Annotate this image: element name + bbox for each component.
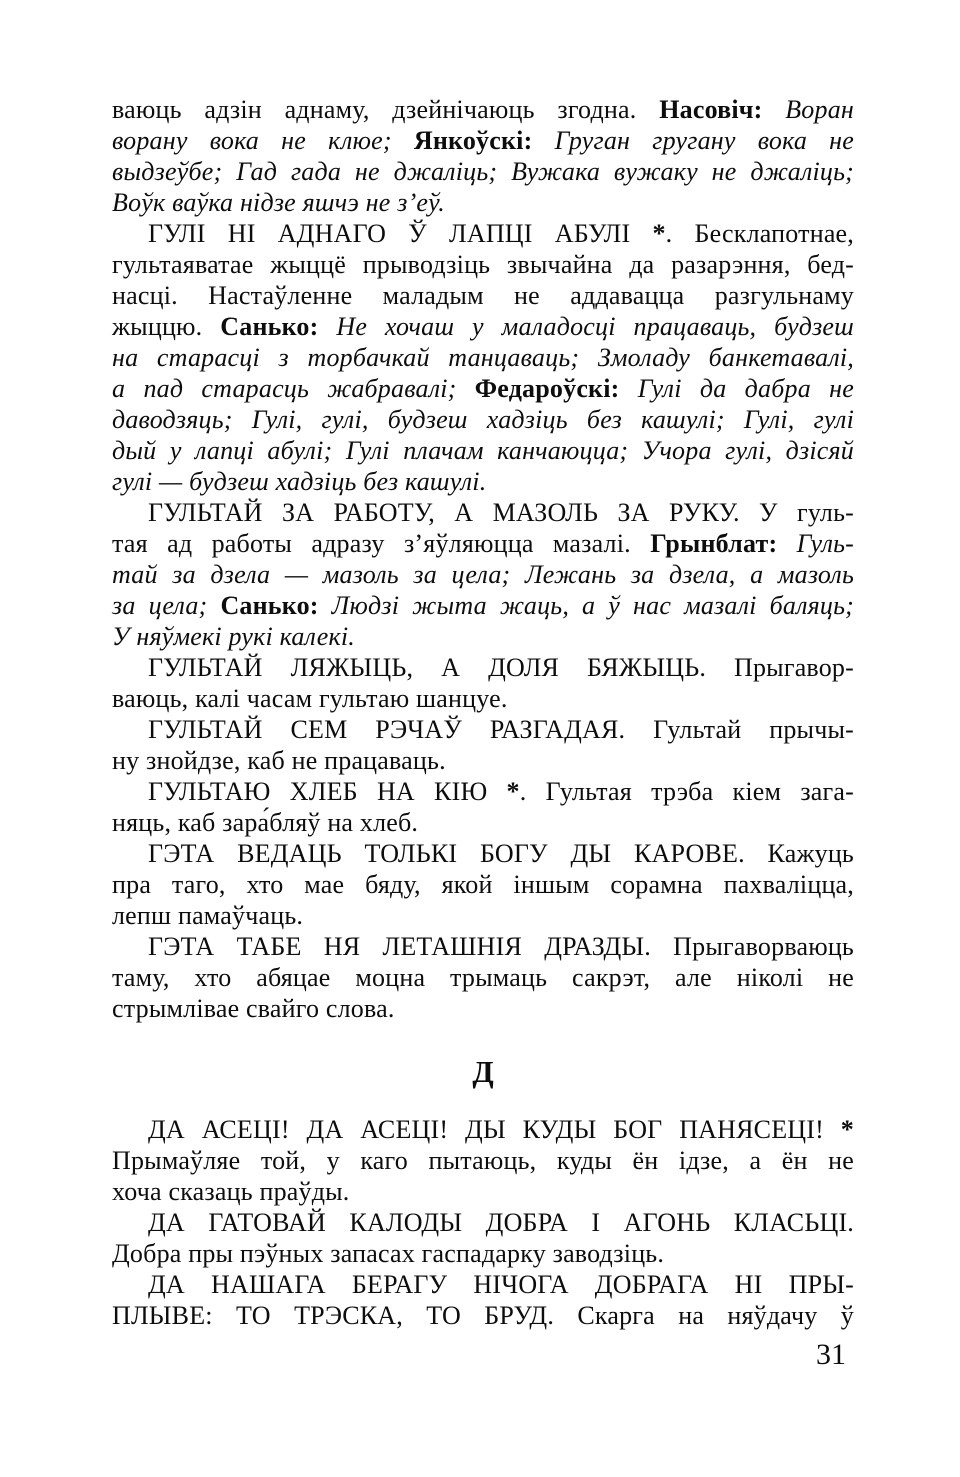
- text-line: [112, 652, 854, 683]
- paragraph: [112, 1269, 854, 1331]
- text-run: ДА АСЕЦІ! ДА АСЕЦІ! ДЫ КУДЫ БОГ ПАНЯСЕЦІ!: [148, 1115, 841, 1144]
- text-line: [112, 435, 854, 466]
- text-run: Санько:: [220, 591, 332, 620]
- text-line: [112, 1300, 854, 1331]
- text-line: [112, 156, 854, 187]
- text-run: а пад старасць жабравалі;: [112, 374, 475, 403]
- text-run: ГУЛІ НІ АДНАГО Ў ЛАПЦІ АБУЛІ: [148, 219, 653, 248]
- text-line: [112, 218, 854, 249]
- text-run: Воўк ваўка нідзе яшчэ не з’еў.: [112, 188, 445, 217]
- text-run: жыццю.: [112, 312, 221, 341]
- text-run: Федароўскі:: [474, 374, 638, 403]
- text-run: дый у лапці абулі; Гулі плачам канчаюцца; Учора гулі, дзісяй: [112, 436, 854, 465]
- text-run: . Гультая трэба кіем зага-: [519, 777, 854, 806]
- text-line: [112, 1145, 854, 1176]
- text-line: [112, 466, 854, 497]
- text-run: няць, каб зара́бляў на хлеб.: [112, 808, 419, 837]
- text-run: гультаяватае жыццё прыводзіць звычайна да разарэння, бед-: [112, 250, 854, 279]
- text-line: [112, 1176, 854, 1207]
- text-line: [112, 280, 854, 311]
- text-run: *: [840, 1115, 854, 1144]
- text-run: даводзяць; Гулі, гулі, будзеш хадзіць без кашулі; Гулі, гулі: [112, 405, 854, 434]
- text-line: [112, 745, 854, 776]
- text-run: У няўмекі рукі калекі.: [112, 622, 355, 651]
- text-run: ну знойдзе, каб не працаваць.: [112, 746, 446, 775]
- text-run: ДА НАШАГА БЕРАГУ НІЧОГА ДОБРАГА НІ ПРЫ-: [148, 1270, 854, 1299]
- paragraph: [112, 838, 854, 931]
- text-line: [112, 776, 854, 807]
- text-run: Добра пры пэўных запасах гаспадарку заводзіць.: [112, 1239, 665, 1268]
- text-run: ваюць, калі часам гультаю шанцуе.: [112, 684, 508, 713]
- text-run: ГУЛЬТАЮ ХЛЕБ НА КІЮ: [148, 777, 507, 806]
- paragraph: [112, 931, 854, 1024]
- text-run: Не хочаш у маладосці працаваць, будзеш: [336, 312, 854, 341]
- paragraph: [112, 776, 854, 838]
- text-run: . Бесклапотнае,: [665, 219, 854, 248]
- text-run: ворану вока не клюе;: [112, 126, 414, 155]
- text-run: *: [652, 219, 666, 248]
- text-line: [112, 838, 854, 869]
- text-run: пра таго, хто мае бяду, якой іншым сорамна пахваліцца,: [112, 870, 854, 899]
- text-line: [112, 714, 854, 745]
- text-run: Санько:: [220, 312, 337, 341]
- paragraph: [112, 94, 854, 218]
- text-run: за цела;: [112, 591, 221, 620]
- text-line: [112, 807, 854, 838]
- paragraph: [112, 218, 854, 497]
- text-line: [112, 497, 854, 528]
- text-line: [112, 590, 854, 621]
- text-run: таму, хто абяцае моцна трымаць сакрэт, але ніколі не: [112, 963, 854, 992]
- text-line: [112, 1114, 854, 1145]
- text-line: [112, 1269, 854, 1300]
- text-run: ГУЛЬТАЙ СЕМ РЭЧАЎ РАЗГАДАЯ. Гультай прычы-: [148, 715, 854, 744]
- page-number: 31: [816, 1338, 846, 1371]
- text-line: [112, 1238, 854, 1269]
- text-run: Грынблат:: [650, 529, 797, 558]
- text-run: ГУЛЬТАЙ ЛЯЖЫЦЬ, А ДОЛЯ БЯЖЫЦЬ. Прыгавор-: [148, 653, 854, 682]
- text-line: [112, 528, 854, 559]
- text-run: Воран: [785, 95, 854, 124]
- text-line: [112, 404, 854, 435]
- paragraph: [112, 652, 854, 714]
- text-line: [112, 187, 854, 218]
- text-run: Янкоўскі:: [413, 126, 555, 155]
- text-line: [112, 311, 854, 342]
- text-line: [112, 342, 854, 373]
- text-run: насці. Настаўленне маладым не аддавацца разгульнаму: [112, 281, 854, 310]
- text-run: Груган гругану вока не: [554, 126, 855, 155]
- text-run: тай за дзела — мазоль за цела; Лежань за дзела, а мазоль: [112, 560, 854, 589]
- text-run: Насовіч:: [659, 95, 786, 124]
- text-run: ПЛЫВЕ: ТО ТРЭСКА, ТО БРУД. Скарга на няўдачу ў: [112, 1301, 854, 1330]
- text-run: ваюць адзін аднаму, дзейнічаюць згодна.: [112, 95, 660, 124]
- text-run: Прымаўляе той, у каго пытаюць, куды ён ідзе, а ён не: [112, 1146, 854, 1175]
- section-heading: Д: [472, 1054, 494, 1089]
- text-line: [112, 125, 854, 156]
- text-run: Людзі жыта жаць, а ў нас мазалі баляць;: [331, 591, 854, 620]
- paragraph: [112, 1207, 854, 1269]
- text-run: *: [506, 777, 520, 806]
- page-text-block: [112, 94, 854, 1331]
- text-line: [112, 249, 854, 280]
- text-run: гулі — будзеш хадзіць без кашулі.: [112, 467, 487, 496]
- text-line: [112, 559, 854, 590]
- text-run: на старасці з торбачкай танцаваць; Змоладу банкетавалі,: [112, 343, 854, 372]
- text-run: лепш памаўчаць.: [112, 901, 304, 930]
- text-line: [112, 900, 854, 931]
- text-line: [112, 373, 854, 404]
- paragraph: [112, 497, 854, 652]
- text-run: тая ад работы адразу з’яўляюцца мазалі.: [112, 529, 651, 558]
- text-run: ГУЛЬТАЙ ЗА РАБОТУ, А МАЗОЛЬ ЗА РУКУ. У гуль-: [148, 498, 854, 527]
- text-run: хоча сказаць праўды.: [112, 1177, 350, 1206]
- text-line: [112, 94, 854, 125]
- text-run: выдзеўбе; Гад гада не джаліць; Вужака вужаку не джаліць;: [112, 157, 854, 186]
- text-line: [112, 993, 854, 1024]
- text-run: ДА ГАТОВАЙ КАЛОДЫ ДОБРА І АГОНЬ КЛАСЬЦІ.: [148, 1208, 854, 1237]
- text-line: [112, 962, 854, 993]
- text-run: Гуль-: [796, 529, 855, 558]
- text-line: [112, 1207, 854, 1238]
- text-run: стрымлівае свайго слова.: [112, 994, 395, 1023]
- text-line: [112, 683, 854, 714]
- text-line: [112, 931, 854, 962]
- text-line: [112, 869, 854, 900]
- text-run: ГЭТА ТАБЕ НЯ ЛЕТАШНІЯ ДРАЗДЫ. Прыгаворваюць: [148, 932, 854, 961]
- text-line: [112, 621, 854, 652]
- paragraph: [112, 714, 854, 776]
- text-run: Гулі да дабра не: [637, 374, 854, 403]
- text-run: ГЭТА ВЕДАЦЬ ТОЛЬКІ БОГУ ДЫ КАРОВЕ. Кажуць: [148, 839, 854, 868]
- paragraph: [112, 1114, 854, 1207]
